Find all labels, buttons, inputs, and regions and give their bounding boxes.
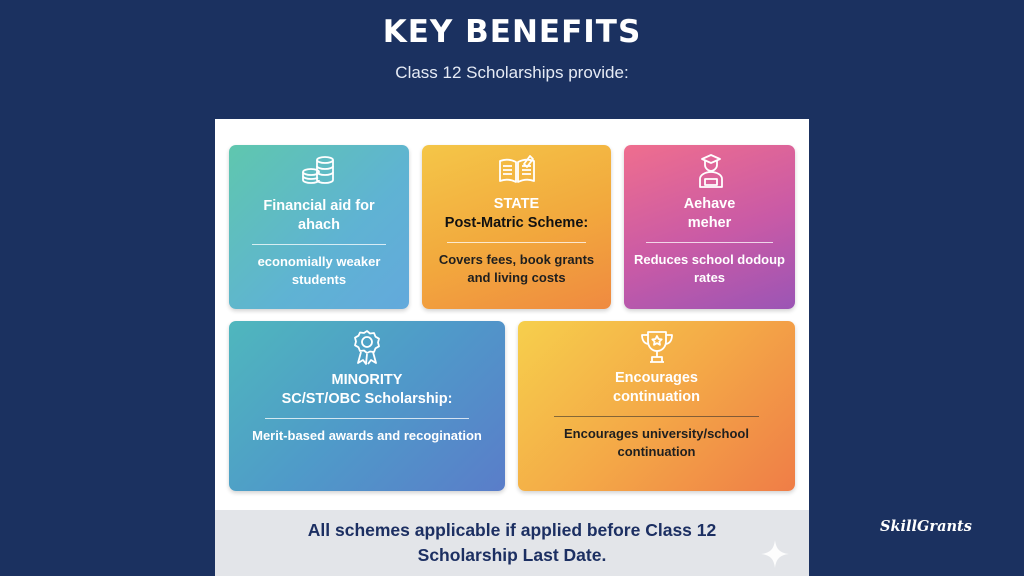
award-badge-icon [347, 329, 387, 365]
benefit-card-dropout [624, 145, 795, 309]
card-description: Encourages university/school continuation [564, 426, 749, 459]
card-heading-line: Post-Matric Scheme: [444, 215, 589, 231]
coins-stack-icon [299, 153, 339, 189]
open-book-icon [497, 153, 537, 189]
card-heading-line: ahach [298, 217, 340, 233]
brand-logo-text: SkillGrants [880, 518, 972, 535]
card-description: Covers fees, book grants and living costs [438, 252, 595, 285]
card-heading-line: MINORITY [331, 372, 403, 388]
card-heading [684, 195, 736, 233]
divider [646, 242, 773, 243]
divider [252, 244, 385, 245]
card-heading-line: continuation [613, 389, 700, 405]
card-heading-line: Aehave [683, 196, 736, 212]
divider [265, 418, 469, 419]
card-heading-line: SC/ST/OBC Scholarship: [281, 391, 453, 407]
card-heading-line: Encourages [615, 370, 698, 386]
divider [447, 242, 587, 243]
footer-line: All schemes applicable if applied before Class 12 [307, 520, 717, 540]
page-title: KEY BENEFITS [382, 14, 642, 50]
card-description: Reduces school dodoup rates [634, 252, 785, 285]
card-heading-line: Financial aid for [263, 198, 375, 214]
card-heading-line: meher [687, 215, 732, 231]
benefits-panel [215, 119, 809, 576]
divider [554, 416, 759, 417]
benefit-card-state-scheme [422, 145, 611, 309]
card-heading-line: STATE [493, 196, 540, 212]
benefit-card-financial-aid [229, 145, 409, 309]
card-heading [445, 195, 588, 233]
card-heading [282, 371, 453, 409]
student-icon [690, 153, 730, 189]
card-description: economially weaker students [257, 254, 381, 287]
card-heading [263, 197, 374, 235]
sparkle-icon [760, 539, 790, 569]
trophy-icon [637, 329, 677, 365]
footer-line: Scholarship Last Date. [417, 545, 607, 565]
benefit-card-continuation [518, 321, 795, 491]
page-subtitle: Class 12 Scholarships provide: [395, 63, 629, 82]
footer-note [215, 510, 809, 576]
card-description: Merit-based awards and recogination [252, 428, 482, 443]
card-heading [613, 369, 700, 407]
benefit-card-minority [229, 321, 505, 491]
